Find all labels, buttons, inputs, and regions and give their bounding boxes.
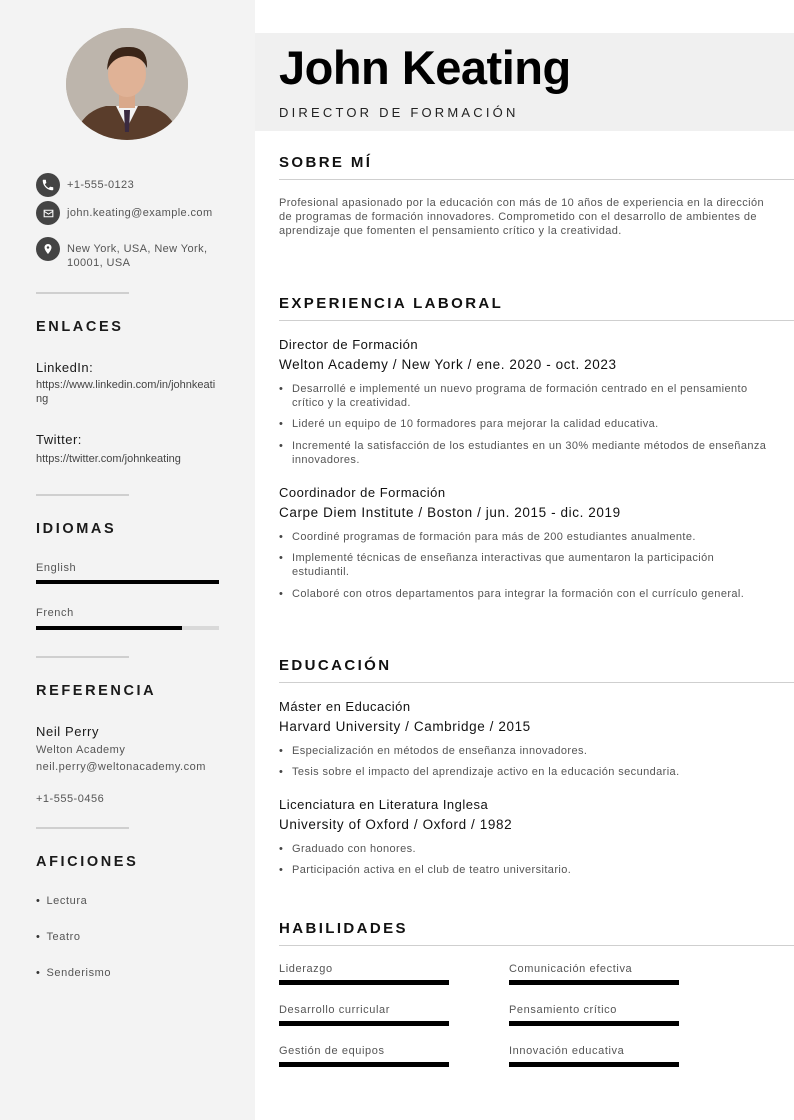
job-role: Coordinador de Formación [279, 485, 446, 500]
sidebar-divider [36, 656, 129, 658]
phone-text: +1-555-0123 [67, 179, 135, 191]
email-icon [36, 201, 60, 225]
skills-heading: HABILIDADES [279, 920, 408, 937]
education-organization: Harvard University / Cambridge / 2015 [279, 719, 531, 734]
skill-bar [279, 1021, 449, 1026]
section-rule [279, 682, 794, 683]
contact-email [36, 201, 217, 225]
profile-name: John Keating [279, 41, 571, 94]
job-bullet: • Incrementé la satisfacción de los estudiantes en un 30% mediante métodos de enseñanza innovadores. [279, 439, 769, 467]
education-degree: Licenciatura en Literatura Inglesa [279, 797, 489, 812]
education-heading: EDUCACIÓN [279, 657, 392, 674]
email-text[interactable]: john.keating@example.com [67, 207, 213, 219]
skill-bar [279, 980, 449, 985]
skill-name: Liderazgo [279, 963, 333, 975]
education-bullet: • Participación activa en el club de teatro universitario. [279, 863, 769, 877]
skill-bar [509, 1062, 679, 1067]
sidebar-divider [36, 292, 129, 294]
hobby-item: • Lectura [36, 895, 87, 907]
phone-icon [36, 173, 60, 197]
contact-phone [36, 173, 217, 197]
languages-heading: IDIOMAS [36, 521, 117, 537]
reference-email[interactable]: neil.perry@weltonacademy.com [36, 761, 206, 773]
language-name: English [36, 562, 77, 574]
job-role: Director de Formación [279, 337, 419, 352]
section-rule [279, 320, 794, 321]
profile-photo [66, 28, 188, 140]
language-name: French [36, 607, 74, 619]
linkedin-label: LinkedIn: [36, 360, 94, 375]
education-bullet: • Graduado con honores. [279, 842, 769, 856]
hobby-item: • Senderismo [36, 967, 111, 979]
twitter-link[interactable]: https://twitter.com/johnkeating [36, 453, 181, 465]
education-bullet: • Tesis sobre el impacto del aprendizaje activo en la educación secundaria. [279, 765, 769, 779]
address-text: New York, USA, New York, 10001, USA [67, 243, 208, 269]
job-bullet: • Implementé técnicas de enseñanza interactivas que aumentaron la participación estudiantil. [279, 551, 769, 579]
linkedin-link[interactable]: https://www.linkedin.com/in/johnkeating [36, 379, 216, 405]
job-bullet: • Desarrollé e implementé un nuevo programa de formación centrado en el pensamiento crítico y la creatividad. [279, 382, 769, 410]
skill-name: Desarrollo curricular [279, 1004, 391, 1016]
experience-heading: EXPERIENCIA LABORAL [279, 295, 504, 312]
section-rule [279, 945, 794, 946]
person-avatar-icon [66, 28, 188, 140]
job-bullet: • Lideré un equipo de 10 formadores para mejorar la calidad educativa. [279, 417, 769, 431]
job-organization: Carpe Diem Institute / Boston / jun. 2015 - dic. 2019 [279, 505, 621, 520]
hobby-item: • Teatro [36, 931, 81, 943]
main-content [255, 0, 794, 1120]
contact-address [36, 237, 217, 270]
reference-heading: REFERENCIA [36, 683, 157, 699]
hobbies-heading: AFICIONES [36, 854, 139, 870]
language-level-bar [36, 626, 219, 630]
language-level-bar [36, 580, 219, 584]
reference-name: Neil Perry [36, 724, 100, 739]
twitter-label: Twitter: [36, 432, 82, 447]
job-organization: Welton Academy / New York / ene. 2020 - oct. 2023 [279, 357, 617, 372]
profile-title: DIRECTOR DE FORMACIÓN [279, 105, 519, 120]
reference-org: Welton Academy [36, 744, 126, 756]
location-icon [36, 237, 60, 261]
about-heading: SOBRE MÍ [279, 154, 373, 171]
section-rule [279, 179, 794, 180]
education-organization: University of Oxford / Oxford / 1982 [279, 817, 513, 832]
skill-bar [279, 1062, 449, 1067]
sidebar [0, 0, 255, 1120]
skill-name: Gestión de equipos [279, 1045, 385, 1057]
reference-phone: +1-555-0456 [36, 793, 105, 805]
skill-name: Pensamiento crítico [509, 1004, 617, 1016]
about-text: Profesional apasionado por la educación con más de 10 años de experiencia en la dirección de programas de formación innovadores. Comprometido con el desarrollo de ambientes de aprendizaje que fomenten el pensamiento crítico y la creatividad. [279, 197, 765, 237]
sidebar-divider [36, 494, 129, 496]
job-bullet: • Coordiné programas de formación para más de 200 estudiantes anualmente. [279, 530, 769, 544]
language-level-fill [36, 580, 219, 584]
skill-name: Innovación educativa [509, 1045, 625, 1057]
language-level-fill [36, 626, 182, 630]
skill-name: Comunicación efectiva [509, 963, 633, 975]
links-heading: ENLACES [36, 319, 124, 335]
education-degree: Máster en Educación [279, 699, 411, 714]
sidebar-divider [36, 827, 129, 829]
skill-bar [509, 1021, 679, 1026]
skill-bar [509, 980, 679, 985]
education-bullet: • Especialización en métodos de enseñanza innovadores. [279, 744, 769, 758]
job-bullet: • Colaboré con otros departamentos para integrar la formación con el currículo general. [279, 587, 769, 601]
